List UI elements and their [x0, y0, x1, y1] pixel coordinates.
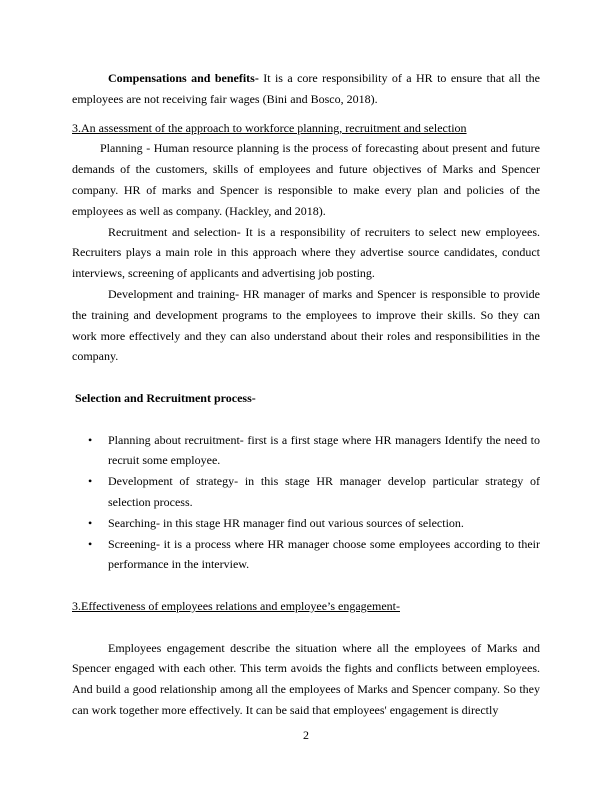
selection-process-list	[72, 430, 540, 576]
section-3b-heading: 3.Effectiveness of employees relations and employee’s engagement-	[72, 598, 400, 613]
list-item	[72, 534, 540, 576]
bullet-icon: •	[88, 474, 93, 489]
planning-paragraph: Planning - Human resource planning is the process of forecasting about present and future demands of the customers, skills of employees and future objectives of Marks and Spencer company. HR of marks and Spencer is responsible to make every plan and policies of the employees as well as company. (Hackley, and 2018).	[72, 141, 540, 218]
document-page	[72, 68, 540, 721]
selection-heading: Selection and Recruitment process-	[75, 390, 256, 405]
section-3a-heading: 3.An assessment of the approach to workforce planning, recruitment and selection	[72, 120, 467, 135]
list-item-text: Searching- in this stage HR manager find out various sources of selection.	[108, 515, 464, 530]
list-item-text: Planning about recruitment- first is a first stage where HR managers Identify the need to recruit some employee.	[108, 432, 540, 468]
compensation-heading: Compensations and benefits-	[108, 71, 259, 85]
development-paragraph: Development and training- HR manager of marks and Spencer is responsible to provide the training and development programs to the employees to improve their skills. So they can work more effectively and they can also understand about their roles and responsibilities in the company.	[72, 286, 540, 364]
bullet-icon: •	[88, 432, 93, 447]
list-item-text: Development of strategy- in this stage HR manager develop particular strategy of selection process.	[108, 474, 540, 509]
bullet-icon: •	[88, 536, 93, 551]
list-item	[72, 471, 540, 513]
engagement-paragraph: Employees engagement describe the situation where all the employees of Marks and Spencer engaged with each other. This term avoids the fights and conflicts between employees. And build a good relationship among all the employees of Marks and Spencer company. So they can work together more effectively. It can be said that employees' engagement is directly	[72, 640, 540, 717]
compensation-text: It is a core responsibility of a HR to ensure that all the employees are not receiving fair wages (Bini and Bosco, 2018).	[72, 71, 540, 106]
recruitment-paragraph: Recruitment and selection- It is a responsibility of recruiters to select new employees. Recruiters plays a main role in this approach where they advertise source candidates, conduct interviews, screening of applicants and advertising job posting.	[72, 224, 540, 281]
page-number: 2	[303, 728, 309, 742]
list-item	[72, 430, 540, 472]
compensation-paragraph	[72, 68, 540, 110]
list-item	[72, 513, 540, 534]
list-item-text: Screening- it is a process where HR manager choose some employees according to their performance in the interview.	[108, 536, 540, 572]
bullet-icon: •	[88, 515, 93, 530]
